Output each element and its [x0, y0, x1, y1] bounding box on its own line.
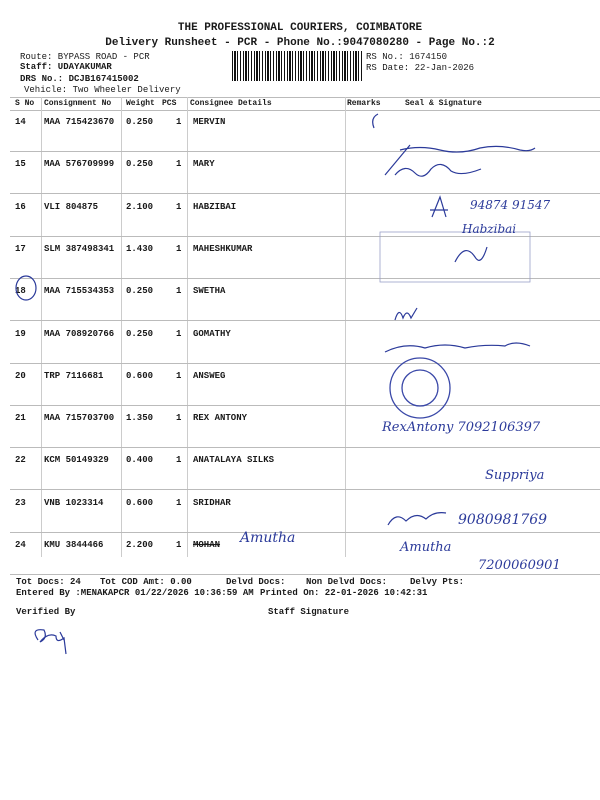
- row-consignee: MOHAN: [193, 540, 221, 550]
- row-consignment-no: MAA 708920766: [44, 328, 115, 339]
- hw-sridhar-phone: 9080981769: [458, 512, 548, 528]
- divider: [10, 574, 600, 575]
- row-sno: 15: [15, 159, 26, 170]
- row-consignment-no: MAA 715423670: [44, 117, 115, 127]
- row-sno: 14: [15, 117, 26, 127]
- row-weight: 1.430: [126, 243, 154, 254]
- row-consignee: SWETHA: [193, 286, 226, 297]
- hw-habzibai-name: Habzibai: [462, 222, 517, 236]
- col-consignee: Consignee Details: [190, 99, 272, 108]
- row-weight: 0.400: [126, 455, 154, 466]
- col-sno: S No: [15, 99, 35, 108]
- row-sno: 16: [15, 201, 26, 212]
- row-pcs: 1: [176, 243, 182, 254]
- row-consignment-no: VLI 804875: [44, 201, 99, 212]
- row-consignment-no: SLM 387498341: [44, 243, 115, 254]
- row-consignee: SRIDHAR: [193, 497, 231, 508]
- verified-signature: [35, 630, 66, 654]
- signature-mary: [395, 164, 481, 176]
- row-pcs: 1: [176, 159, 182, 170]
- company-title: THE PROFESSIONAL COURIERS, COIMBATORE: [177, 22, 423, 34]
- row-pcs: 1: [176, 370, 182, 381]
- tot-docs: Tot Docs: 24: [16, 577, 81, 587]
- row-consignment-no: KMU 3844466: [44, 540, 104, 550]
- rs-no: RS No.: 1674150: [366, 52, 448, 62]
- row-weight: 0.600: [126, 370, 154, 381]
- row-weight: 0.250: [126, 117, 154, 127]
- row-consignment-no: KCM 50149329: [44, 455, 109, 466]
- row-weight: 1.350: [126, 413, 154, 424]
- col-seal: Seal & Signature: [405, 99, 482, 108]
- row-pcs: 1: [176, 117, 182, 127]
- row-sno: 23: [15, 497, 26, 508]
- row-consignee: ANATALAYA SILKS: [193, 455, 275, 466]
- hw-amutha-2: Amutha: [400, 540, 452, 555]
- row-consignee: MARY: [193, 159, 215, 170]
- signature-gomathy: [385, 343, 530, 352]
- col-weight: Weight: [126, 99, 155, 108]
- verified-by: Verified By: [16, 607, 76, 617]
- row-sno: 21: [15, 413, 26, 424]
- row-sno: 18: [15, 286, 26, 297]
- non-delvd-docs: Non Delvd Docs:: [306, 577, 388, 587]
- row-consignee: REX ANTONY: [193, 413, 248, 424]
- row-consignee: MAHESHKUMAR: [193, 243, 253, 254]
- signature-maheshkumar: [455, 247, 487, 262]
- row-pcs: 1: [176, 413, 182, 424]
- row-consignee: HABZIBAI: [193, 201, 237, 212]
- row-pcs: 1: [176, 455, 182, 466]
- rs-date: RS Date: 22-Jan-2026: [366, 63, 475, 73]
- hw-habzibai-phone: 94874 91547: [470, 198, 551, 212]
- remark-mark: [373, 114, 378, 128]
- row-weight: 0.250: [126, 286, 154, 297]
- row-sno: 24: [15, 540, 26, 550]
- signature-sridhar: [388, 513, 446, 525]
- hw-suppriya: Suppriya: [485, 468, 545, 483]
- row-pcs: 1: [176, 540, 182, 550]
- route: Route: BYPASS ROAD - PCR: [20, 52, 150, 62]
- staff-signature: Staff Signature: [268, 607, 350, 617]
- row-consignment-no: TRP 7116681: [44, 370, 104, 381]
- row-weight: 2.200: [126, 540, 154, 550]
- staff: Staff: UDAYAKUMAR: [20, 62, 112, 72]
- col-pcs: PCS: [162, 99, 177, 108]
- signature-mervin: [385, 145, 535, 175]
- row-sno: 22: [15, 455, 26, 466]
- row-weight: 2.100: [126, 201, 154, 212]
- col-remarks: Remarks: [347, 99, 381, 108]
- vehicle: Vehicle: Two Wheeler Delivery: [24, 85, 181, 95]
- row-pcs: 1: [176, 201, 182, 212]
- seal-stamp: [380, 232, 530, 282]
- company-stamp: [390, 358, 450, 418]
- row-consignment-no: MAA 715534353: [44, 286, 115, 297]
- signature-swetha: [395, 308, 417, 320]
- tot-cod: Tot COD Amt: 0.00: [100, 577, 192, 587]
- row-sno: 20: [15, 370, 26, 381]
- circle-mark: [16, 276, 36, 300]
- row-pcs: 1: [176, 286, 182, 297]
- hw-amutha: Amutha: [240, 530, 296, 546]
- row-weight: 0.250: [126, 159, 154, 170]
- row-consignee: GOMATHY: [193, 328, 231, 339]
- row-sno: 19: [15, 328, 26, 339]
- row-weight: 0.600: [126, 497, 154, 508]
- runsheet-title: Delivery Runsheet - PCR - Phone No.:9047080280 - Page No.:2: [105, 37, 495, 49]
- row-pcs: 1: [176, 497, 182, 508]
- row-weight: 0.250: [126, 328, 154, 339]
- row-sno: 17: [15, 243, 26, 254]
- row-consignee: ANSWEG: [193, 370, 226, 381]
- delvd-docs: Delvd Docs:: [226, 577, 286, 587]
- row-consignment-no: VNB 1023314: [44, 497, 104, 508]
- row-consignment-no: MAA 576709999: [44, 159, 115, 170]
- col-consignment: Consignment No: [44, 99, 112, 108]
- drs-no: DRS No.: DCJB167415002: [20, 74, 139, 84]
- printed-on: Printed On: 22-01-2026 10:42:31: [260, 588, 428, 598]
- entered-by: Entered By :MENAKAPCR 01/22/2026 10:36:59 AM: [16, 588, 254, 598]
- row-consignee: MERVIN: [193, 117, 226, 127]
- hw-rex: RexAntony 7092106397: [382, 420, 541, 435]
- row-pcs: 1: [176, 328, 182, 339]
- signature-habzibai: [430, 197, 448, 217]
- hw-amutha-phone: 7200060901: [478, 558, 561, 573]
- delvy-pts: Delvy Pts:: [410, 577, 465, 587]
- row-consignment-no: MAA 715703700: [44, 413, 115, 424]
